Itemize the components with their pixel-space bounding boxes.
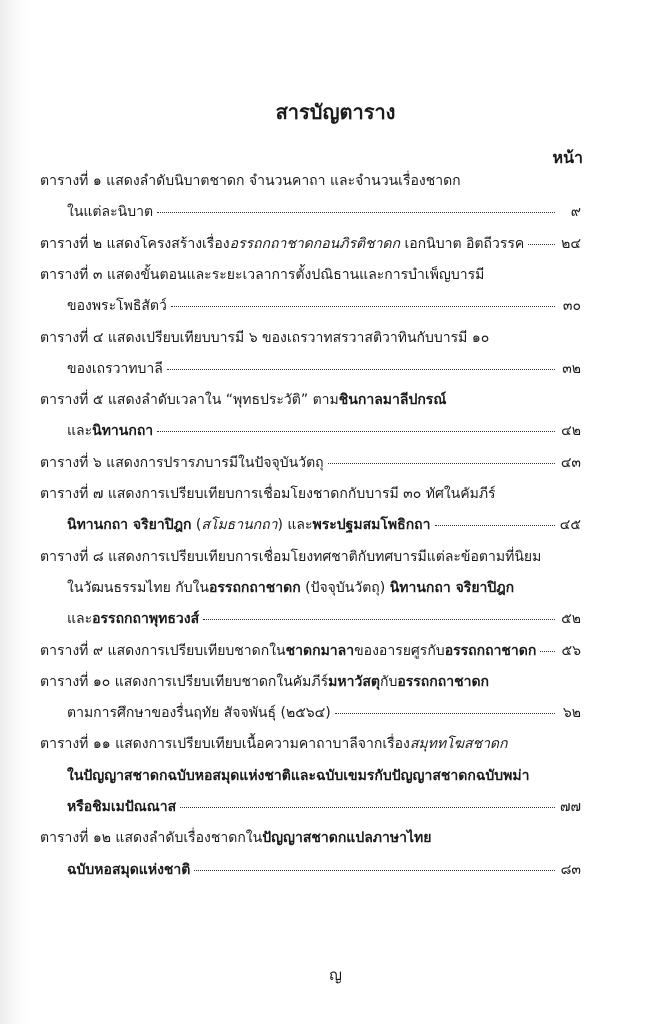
dot-leader (194, 869, 555, 871)
toc-line (40, 387, 581, 413)
toc-page-number: ๔๕ (559, 517, 581, 534)
toc-entry-text (40, 825, 431, 851)
toc-text-segment: ตารางที่ ๗ แสดงการเปรียบเทียบการเชื่อมโยงชาดกกับบารมี ๓๐ ทัศในคัมภีร์ (40, 486, 496, 502)
toc-text-segment: สมุททโฆสชาดก (409, 736, 508, 753)
toc-entry-text (40, 387, 446, 413)
toc-text-segment: อรรถกถาชาดก (397, 673, 490, 690)
toc-page-number: ๔๓ (560, 454, 581, 471)
dot-leader (180, 806, 555, 808)
toc-line (40, 544, 581, 570)
dot-leader (171, 305, 555, 307)
toc-entry-text (67, 418, 153, 444)
toc-text-segment: ( (191, 517, 202, 534)
toc-text-segment: อรรถกถาชาดกอนภิรติชาดก (229, 235, 400, 252)
toc-text-segment: ตารางที่ ๑๒ แสดงลำดับเรื่องชาดกใน (40, 830, 263, 847)
toc-text-segment: ของพระโพธิสัตว์ (67, 298, 167, 315)
toc-page-number: ๕๒ (561, 611, 581, 628)
toc-line (40, 450, 581, 476)
toc-line (40, 168, 581, 194)
toc-text-segment: นิทานกถา (92, 423, 154, 440)
toc-text-segment: มหาวัสตุ (328, 673, 380, 690)
toc-text-segment: ในแต่ละนิบาต (67, 204, 154, 221)
toc-entry-text (40, 481, 496, 507)
toc-text-segment: ของอารยศูรกับ (354, 642, 445, 659)
toc-text-segment: ชินกาลมาลีปกรณ์ (338, 392, 447, 409)
dot-leader (157, 430, 555, 432)
toc-line (67, 356, 581, 382)
toc-text-segment: (ปัจจุบันวัตถุ) (300, 579, 390, 596)
toc-page-number: ๗๗ (559, 799, 581, 815)
toc-line (67, 763, 581, 789)
toc-entry-text (67, 700, 331, 726)
toc-text-segment: ) และ (277, 517, 313, 534)
toc-text-segment: นิทานกถา จริยาปิฎก (389, 579, 515, 596)
toc-line (67, 512, 581, 538)
toc-entry-text (40, 262, 484, 288)
toc-text-segment: ตารางที่ ๕ แสดงลำดับเวลาใน “พุทธประวัติ” ตาม (40, 392, 339, 409)
toc-line (40, 231, 581, 257)
toc-text-segment: และ (67, 423, 93, 440)
toc-text-segment: เอกนิบาต อิตถีวรรค (400, 235, 525, 252)
toc-entry-text (67, 356, 163, 382)
toc-text-segment: ปัญญาสชาดกแปลภาษาไทย (262, 830, 432, 847)
toc-text-segment: ฉบับหอสมุดแห่งชาติ (67, 861, 191, 878)
toc-entry-text (40, 669, 489, 695)
toc-line (40, 262, 581, 288)
dot-leader (435, 524, 555, 526)
toc-text-segment: ตารางที่ ๓ แสดงขั้นตอนและระยะเวลาการตั้งปณิธานและการบำเพ็ญบารมี (40, 266, 485, 283)
toc-line (67, 293, 581, 319)
toc-line (67, 857, 581, 883)
toc-entry-text (67, 857, 190, 883)
toc-entry-text (40, 638, 536, 664)
dot-leader (203, 618, 555, 620)
toc-text-segment: ในวัฒนธรรมไทย กับใน (67, 579, 209, 596)
dot-leader (528, 243, 555, 245)
toc-page-number: ๓๒ (562, 360, 581, 377)
toc-text-segment: กับ (379, 673, 398, 690)
toc-line (67, 575, 581, 601)
dot-leader (157, 211, 555, 213)
toc-page-number: ๘๓ (560, 861, 581, 878)
toc-entry-text (40, 450, 324, 476)
toc-entry-text (67, 794, 176, 820)
dot-leader (328, 462, 555, 464)
toc-entry-text (67, 606, 199, 632)
toc-line (40, 325, 581, 351)
toc-text-segment: อรรถกถาชาดก (444, 642, 537, 659)
toc-page-number: ๕๖ (561, 642, 581, 659)
toc-text-segment: สโมธานกถา (201, 517, 278, 534)
toc-line (40, 825, 581, 851)
toc-entry-text (67, 763, 529, 789)
toc-page-number: ๒๔ (561, 235, 581, 252)
dot-leader (540, 650, 555, 652)
toc-entry-text (67, 575, 514, 601)
toc-entry-text (40, 544, 541, 570)
toc-text-segment: และ (67, 611, 93, 628)
toc-entry-text (40, 231, 524, 257)
toc-page-number: ๔๒ (561, 423, 581, 440)
toc-line (67, 199, 581, 225)
toc-entry-text (67, 293, 167, 319)
toc-line (40, 638, 581, 664)
toc-line (67, 794, 581, 820)
toc-text-segment: ตารางที่ ๑๑ แสดงการเปรียบเทียบเนื้อความคาถาบาลีจากเรื่อง (40, 736, 410, 753)
toc-page-number: ๓๐ (562, 298, 581, 315)
toc-text-segment: ตารางที่ ๖ แสดงการปรารภบารมีในปัจจุบันวัตถุ (40, 454, 324, 471)
toc-text-segment: นิทานกถา จริยาปิฎก (67, 517, 192, 534)
folio-number: ญ (329, 966, 342, 984)
toc-text-segment: อรรถกถาชาดก (209, 579, 301, 596)
toc-text-segment: ตารางที่ ๔ แสดงเปรียบเทียบบารมี ๖ ของเถรวาทสรวาสติวาทินกับบารมี ๑๐ (40, 329, 490, 346)
toc-entry-text (40, 731, 508, 757)
dot-leader (167, 368, 555, 370)
toc-entry-text (40, 168, 461, 194)
toc-entry-text (67, 512, 431, 538)
toc-line (40, 731, 581, 757)
toc-text-segment: ของเถรวาทบาลี (67, 360, 163, 377)
toc-page-number: ๙ (570, 204, 581, 221)
toc-text-segment: ในปัญญาสชาดกฉบับหอสมุดแห่งชาติและฉบับเขมรกับปัญญาสชาดกฉบับพม่า (67, 767, 530, 784)
page-column-header: หน้า (552, 148, 583, 167)
toc-line (40, 481, 581, 507)
toc-text-segment: ตารางที่ ๒ แสดงโครงสร้างเรื่อง (40, 235, 230, 252)
toc-entry-text (40, 325, 489, 351)
toc-text-segment: ตารางที่ ๑๐ แสดงการเปรียบเทียบชาดกในคัมภีร์ (40, 673, 329, 690)
toc-text-segment: ตารางที่ ๑ แสดงลำดับนิบาตชาดก จำนวนคาถา และจำนวนเรื่องชาดก (40, 173, 461, 189)
toc-text-segment: ตามการศึกษาของรื่นฤทัย สัจจพันธุ์ (๒๕๖๔) (67, 705, 331, 722)
toc-line (67, 606, 581, 632)
toc-page-number: ๖๒ (562, 705, 581, 722)
toc-text-segment: ชาดกมาลา (285, 642, 355, 659)
toc-line (67, 700, 581, 726)
toc-text-segment: ตารางที่ ๘ แสดงการเปรียบเทียบการเชื่อมโยงทศชาติกับทศบารมีแต่ละข้อตามที่นิยม (40, 548, 542, 565)
toc-entry-text (67, 199, 153, 225)
toc-text-segment: พระปฐมสมโพธิกถา (312, 517, 431, 534)
page-title: สารบัญตาราง (275, 100, 396, 124)
toc-text-segment: อรรถกถาพุทธวงส์ (92, 611, 200, 628)
toc-text-segment: ตารางที่ ๙ แสดงการเปรียบเทียบชาดกใน (40, 642, 286, 659)
toc-text-segment: หรือชิมเมปัณณาส (67, 799, 177, 815)
dot-leader (335, 712, 555, 714)
toc-line (40, 669, 581, 695)
toc-line (67, 418, 581, 444)
